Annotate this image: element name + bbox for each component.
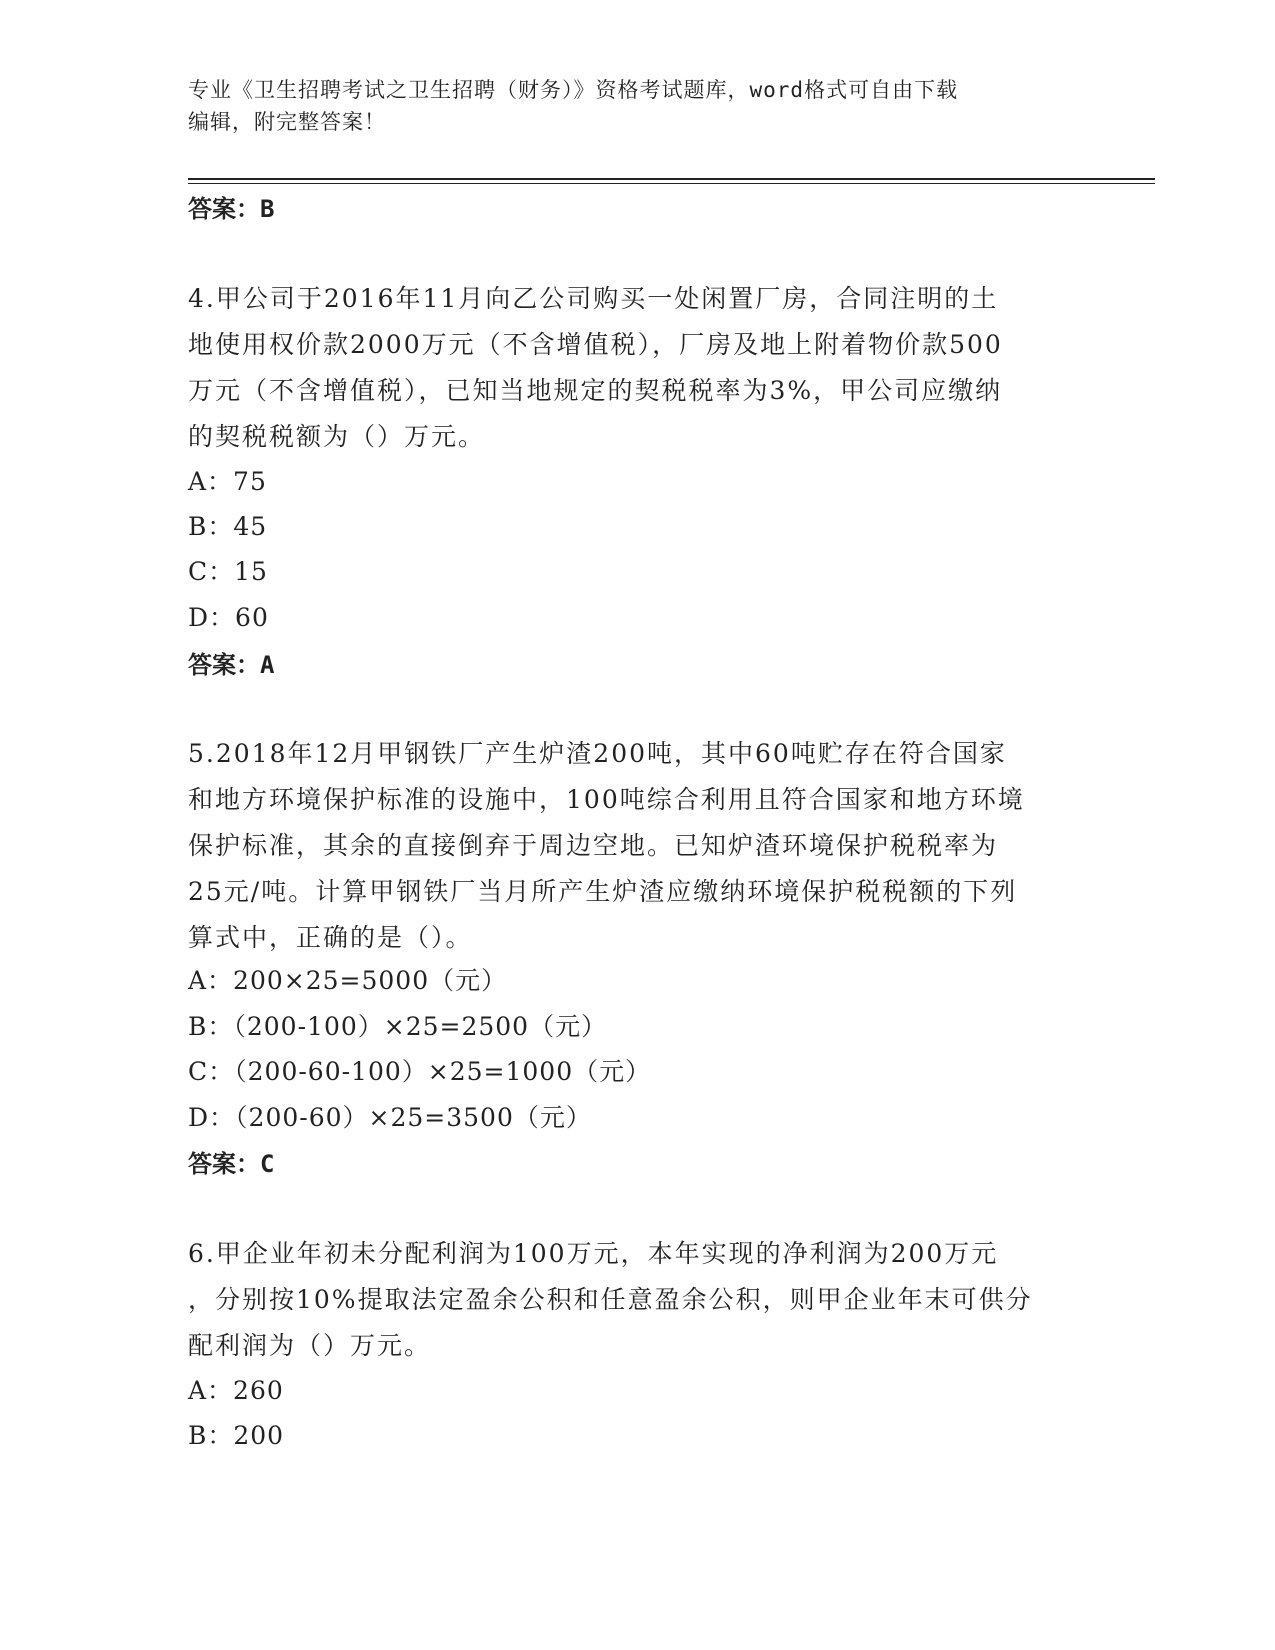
question-6 — [188, 1231, 1088, 1369]
question-4-option-a: A：75 — [188, 467, 267, 496]
question-4-option-c: C：15 — [188, 557, 268, 586]
question-5-option-c: C：（200-60-100）×25=1000（元） — [188, 1057, 652, 1086]
question-6-line-2: ，分别按10%提取法定盈余公积和任意盈余公积，则甲企业年末可供分 — [188, 1285, 1033, 1314]
answer-q3: 答案：B — [188, 195, 275, 223]
header-line-2: 编辑，附完整答案！ — [188, 110, 386, 134]
header-rule-thick — [188, 178, 1155, 180]
question-5-option-b: B：（200-100）×25=2500（元） — [188, 1012, 608, 1041]
question-4-line-4: 的契税税额为（）万元。 — [188, 422, 486, 451]
header-line-1: 专业《卫生招聘考试之卫生招聘（财务）》资格考试题库，word格式可自由下载 — [188, 78, 959, 102]
answer-q5: 答案：C — [188, 1150, 275, 1178]
question-5-line-1: 5.2018年12月甲钢铁厂产生炉渣200吨，其中60吨贮存在符合国家 — [188, 739, 1007, 768]
question-5-line-5: 算式中，正确的是（）。 — [188, 923, 473, 952]
answer-q4: 答案：A — [188, 651, 275, 679]
question-4-option-b: B：45 — [188, 512, 268, 541]
question-4-line-2: 地使用权价款2000万元（不含增值税），厂房及地上附着物价款500 — [188, 330, 1003, 359]
question-6-line-3: 配利润为（）万元。 — [188, 1331, 432, 1360]
question-5-line-3: 保护标准，其余的直接倒弃于周边空地。已知炉渣环境保护税税率为 — [188, 831, 999, 860]
header-rule-thin — [188, 183, 1155, 184]
question-4-line-1: 4.甲公司于2016年11月向乙公司购买一处闲置厂房，合同注明的土 — [188, 284, 999, 313]
question-6-option-b: B：200 — [188, 1421, 285, 1450]
question-4-line-3: 万元（不含增值税），已知当地规定的契税税率为3%，甲公司应缴纳 — [188, 376, 1003, 405]
question-6-option-a: A：260 — [188, 1376, 284, 1405]
question-6-line-1: 6.甲企业年初未分配利润为100万元，本年实现的净利润为200万元 — [188, 1239, 999, 1268]
question-5 — [188, 731, 1088, 961]
question-5-option-d: D：（200-60）×25=3500（元） — [188, 1103, 592, 1132]
document-header — [188, 74, 1088, 138]
question-5-line-4: 25元/吨。计算甲钢铁厂当月所产生炉渣应缴纳环境保护税税额的下列 — [188, 877, 1018, 906]
question-4-option-d: D：60 — [188, 603, 269, 632]
question-4 — [188, 276, 1088, 460]
question-5-line-2: 和地方环境保护标准的设施中，100吨综合利用且符合国家和地方环境 — [188, 785, 1025, 814]
question-5-option-a: A：200×25=5000（元） — [188, 966, 508, 995]
